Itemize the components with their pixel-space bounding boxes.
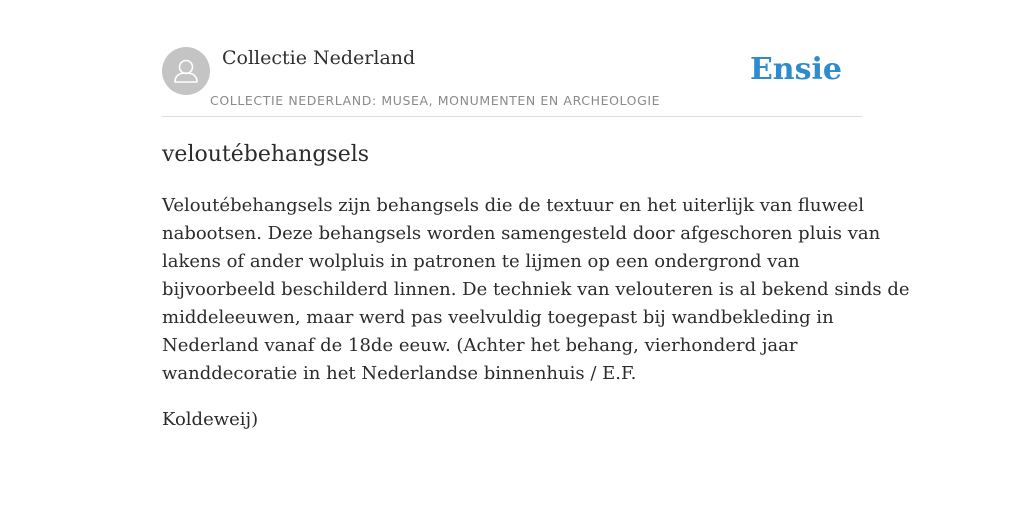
article-paragraph bbox=[162, 192, 910, 388]
user-icon bbox=[162, 47, 210, 95]
paragraph-line: bijvoorbeeld beschilderd linnen. De techniek van velouteren is al bekend sinds de bbox=[162, 279, 910, 300]
brand-logo[interactable]: Ensie bbox=[749, 52, 842, 87]
paragraph-line: Nederland vanaf de 18de eeuw. (Achter het behang, vierhonderd jaar bbox=[162, 335, 798, 356]
author-name[interactable]: Collectie Nederland bbox=[222, 47, 416, 69]
paragraph-line: lakens of ander wolpluis in patronen te lijmen op een ondergrond van bbox=[162, 251, 800, 272]
paragraph-line: middeleeuwen, maar werd pas veelvuldig toegepast bij wandbekleding in bbox=[162, 307, 834, 328]
paragraph-line: Veloutébehangsels zijn behangsels die de textuur en het uiterlijk van fluweel bbox=[162, 195, 864, 216]
article-paragraph-continuation: Koldeweij) bbox=[162, 409, 259, 430]
paragraph-line: nabootsen. Deze behangsels worden samengesteld door afgeschoren pluis van bbox=[162, 223, 881, 244]
article-title: veloutébehangsels bbox=[162, 142, 370, 167]
paragraph-line: wanddecoratie in het Nederlandse binnenhuis / E.F. bbox=[162, 363, 637, 384]
author-avatar[interactable] bbox=[162, 47, 210, 95]
article-body bbox=[162, 192, 910, 434]
article-header bbox=[162, 44, 862, 117]
author-subtitle: COLLECTIE NEDERLAND: MUSEA, MONUMENTEN EN ARCHEOLOGIE bbox=[210, 93, 661, 108]
